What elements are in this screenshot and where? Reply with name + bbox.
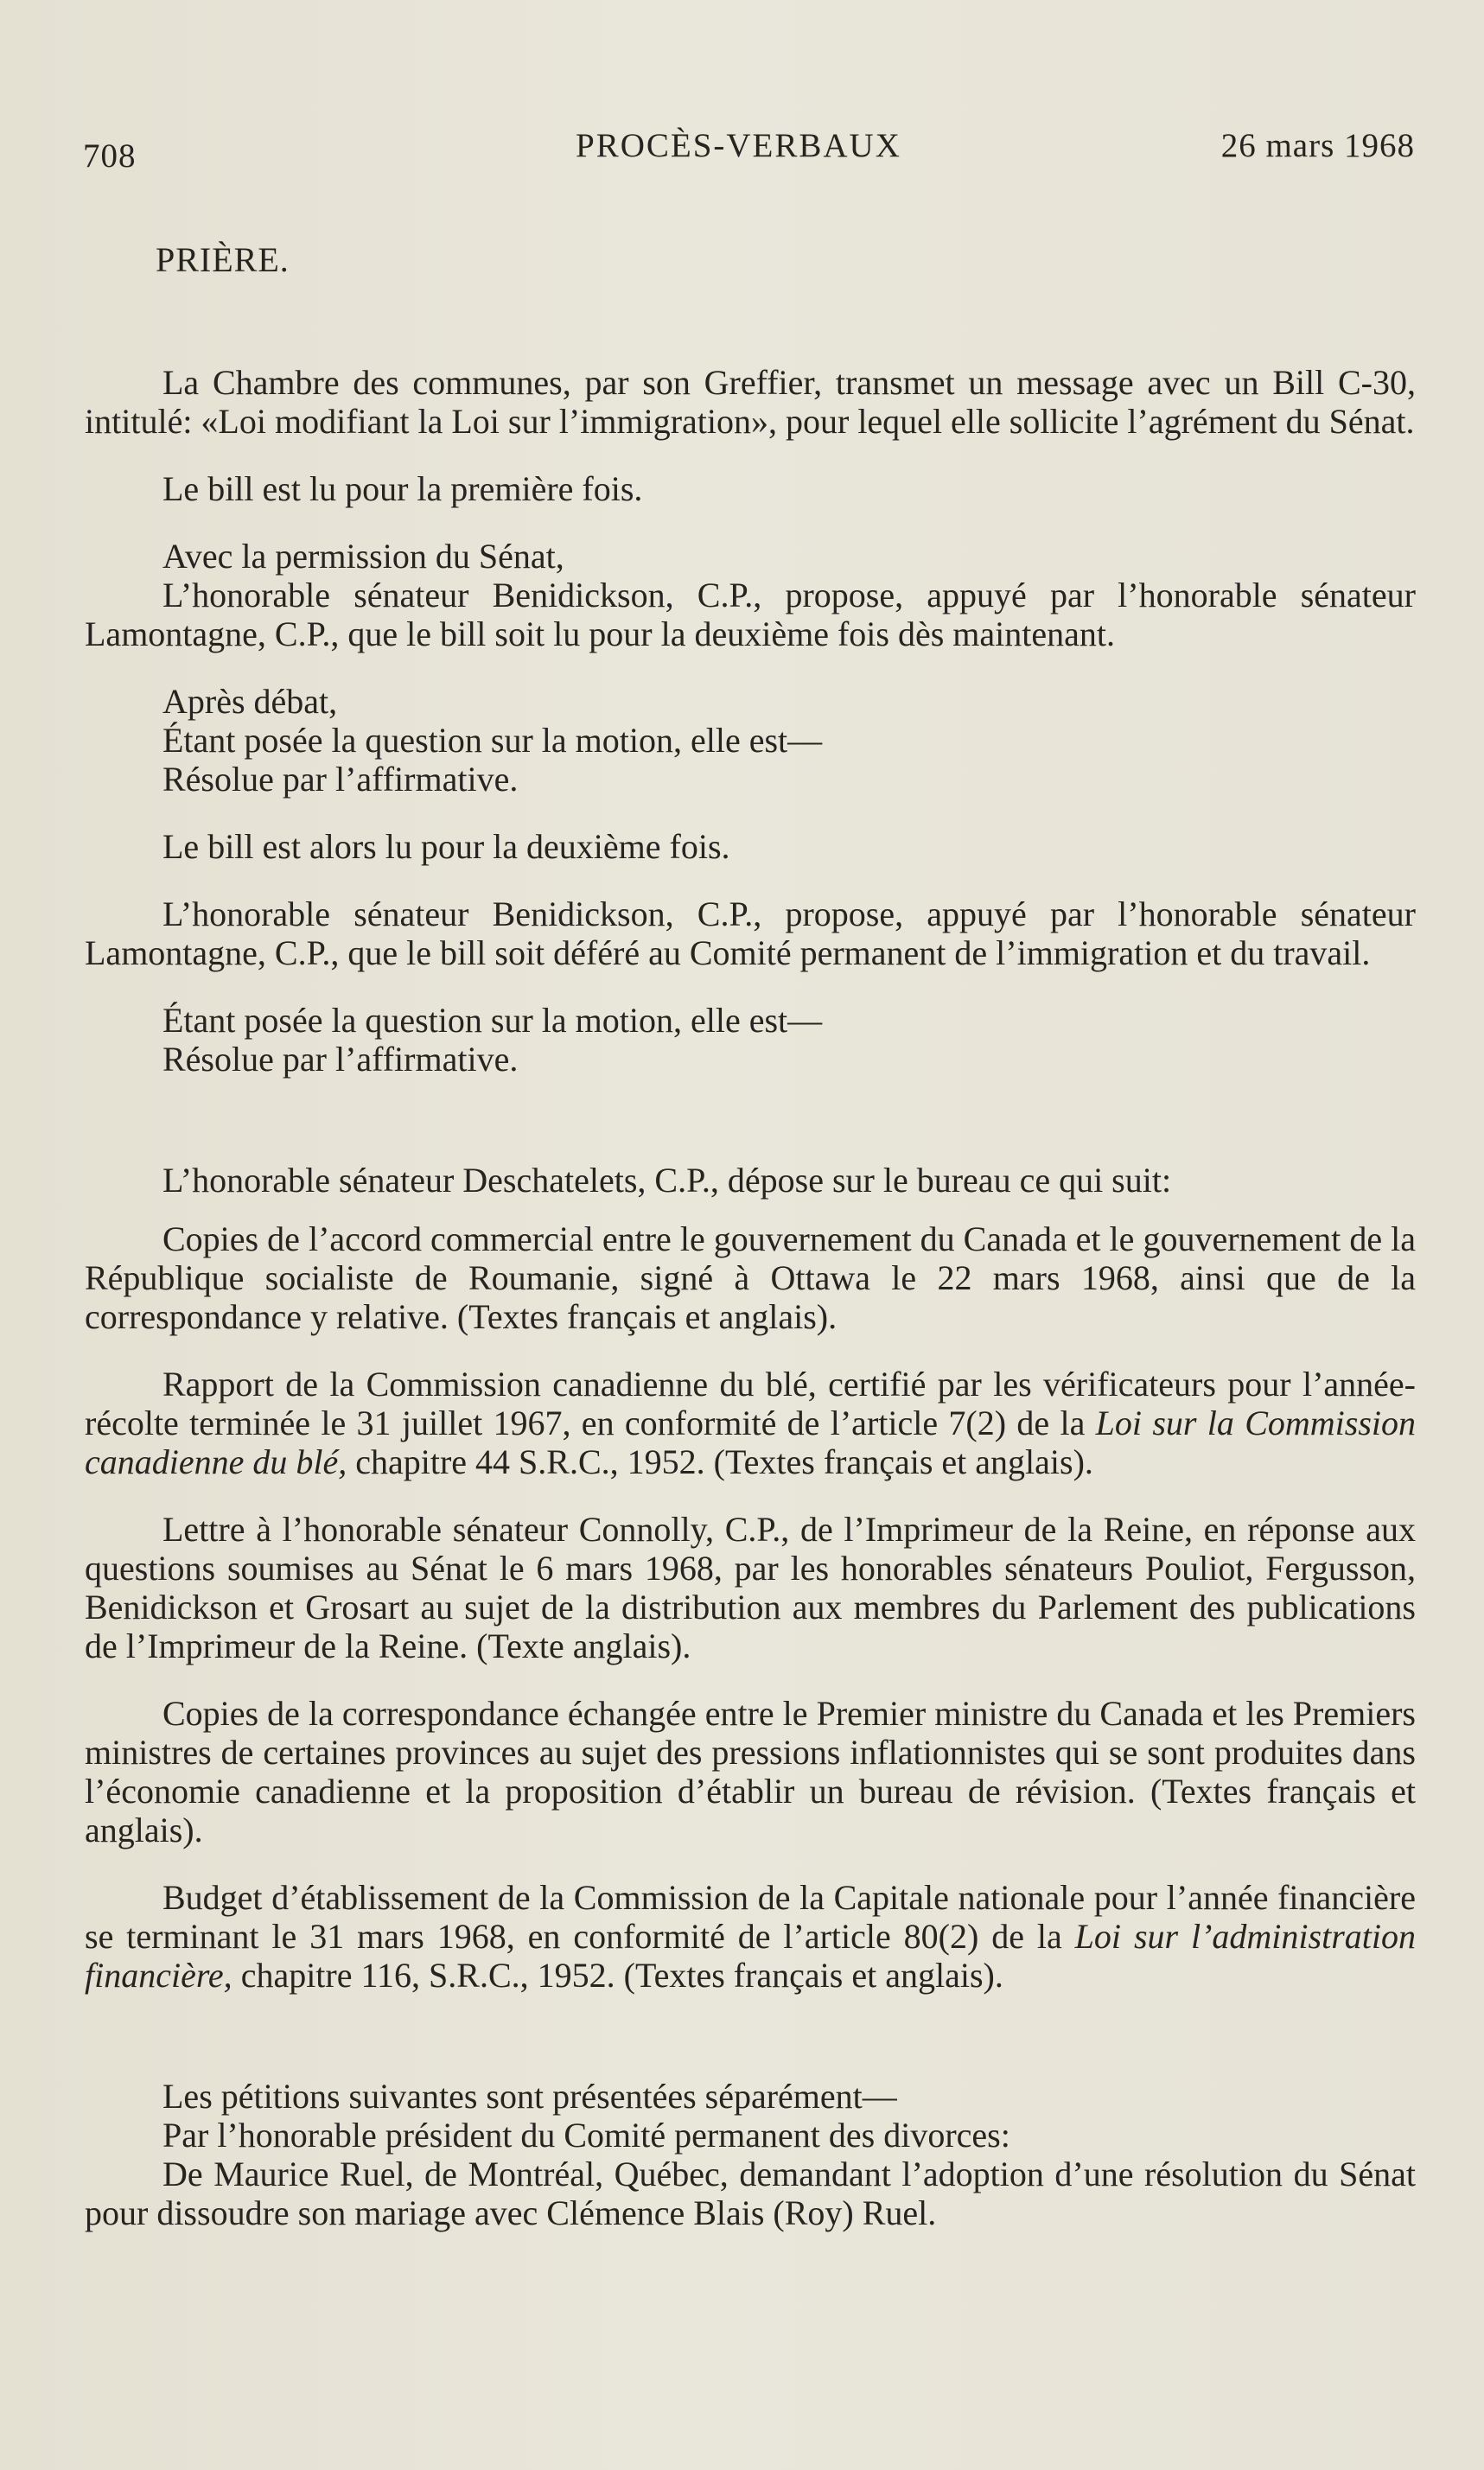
paragraph-divorce-committee: Par l’honorable président du Comité permanent des divorces: — [162, 2116, 1010, 2155]
paragraph-question-put: Étant posée la question sur la motion, elle est— — [162, 721, 823, 760]
paragraph-motion-second-reading: L’honorable sénateur Benidickson, C.P., propose, appuyé par l’honorable sénateur Lamontagne, C.P., que le bill soit lu pour la deuxième fois dès maintenant. — [85, 576, 1416, 653]
paragraph-message: La Chambre des communes, par son Greffier, transmet un message avec un Bill C-30, intitulé: «Loi modifiant la Loi sur l’immigration», pour lequel elle sollicite l’agrément du Sénat. — [85, 363, 1416, 441]
act-title-italic: Loi sur la Commission canadienne du blé, — [85, 1404, 1417, 1481]
paragraph-question-put-2: Étant posée la question sur la motion, elle est— — [162, 1001, 823, 1040]
page-header — [83, 121, 1415, 173]
paragraph-queens-printer-letter: Lettre à l’honorable sénateur Connolly, C.P., de l’Imprimeur de la Reine, en réponse aux questions soumises au Sénat le 6 mars 1968, par les honorables sénateurs Pouliot, Fergusson, Benidickson et Grosart au sujet de la distribution aux membres du Parlement des publications de l’Imprimeur de la Reine. (Texte anglais). — [85, 1510, 1416, 1665]
paragraph-romania-agreement: Copies de l’accord commercial entre le gouvernement du Canada et le gouvernement de la République socialiste de Roumanie, signé à Ottawa le 22 mars 1968, ainsi que de la correspondance y relative. (Textes français et anglais). — [85, 1219, 1416, 1336]
paragraph-tabled-documents: L’honorable sénateur Deschatelets, C.P., dépose sur le bureau ce qui suit: — [162, 1161, 1172, 1200]
paragraph-capital-commission-budget: Budget d’établissement de la Commission de la Capitale nationale pour l’année financière se terminant le 31 mars 1968, en conformité de l’article 80(2) de la Loi sur l’administration financière, chapitre 116, S.R.C., 1952. (Textes français et anglais). — [85, 1878, 1417, 1995]
page-number: 708 — [83, 137, 137, 175]
paragraph-after-debate: Après débat, — [162, 682, 338, 721]
running-title: PROCÈS-VERBAUX — [576, 127, 901, 164]
paragraph-motion-referral: L’honorable sénateur Benidickson, C.P., propose, appuyé par l’honorable sénateur Lamontagne, C.P., que le bill soit déféré au Comité permanent de l’immigration et du travail. — [85, 894, 1416, 972]
paragraph-wheat-board-report: Rapport de la Commission canadienne du blé, certifié par les vérificateurs pour l’année-récolte terminée le 31 juillet 1967, en conformité de l’article 7(2) de la Loi sur la Commission canadienne du blé, chapitre 44 S.R.C., 1952. (Textes français et anglais). — [85, 1365, 1417, 1481]
paragraph-first-reading: Le bill est lu pour la première fois. — [162, 469, 643, 508]
paragraph-petitions: Les pétitions suivantes sont présentées séparément— — [162, 2077, 897, 2116]
header-date: 26 mars 1968 — [1220, 127, 1415, 164]
paragraph-permission: Avec la permission du Sénat, — [162, 537, 564, 576]
document-body — [85, 240, 1416, 2232]
prayer-heading: PRIÈRE. — [156, 240, 290, 279]
paragraph-resolved: Résolue par l’affirmative. — [162, 760, 519, 799]
paragraph-resolved-2: Résolue par l’affirmative. — [162, 1040, 519, 1079]
paragraph-second-reading: Le bill est alors lu pour la deuxième fois. — [162, 827, 730, 866]
paragraph-ruel-petition: De Maurice Ruel, de Montréal, Québec, demandant l’adoption d’une résolution du Sénat pour dissoudre son mariage avec Clémence Blais (Roy) Ruel. — [85, 2155, 1416, 2232]
act-title-italic: Loi sur l’administration financière, — [85, 1917, 1417, 1995]
paragraph-inflation-correspondence: Copies de la correspondance échangée entre le Premier ministre du Canada et les Premiers ministres de certaines provinces au sujet des pressions inflationnistes qui se sont produites dans l’économie canadienne et la proposition d’établir un bureau de révision. (Textes français et anglais). — [85, 1694, 1416, 1849]
